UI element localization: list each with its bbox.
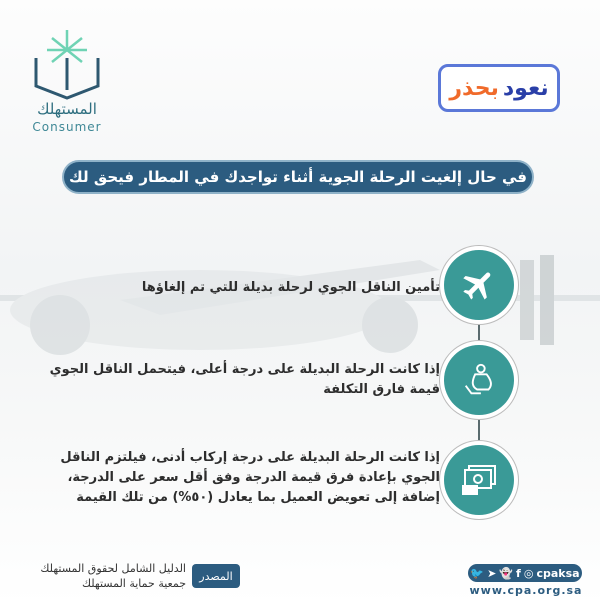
logo-arabic: المستهلك — [37, 100, 97, 118]
source-line-2: جمعية حماية المستهلك — [81, 577, 186, 590]
facebook-icon[interactable]: f — [516, 566, 521, 580]
list-item-3: إذا كانت الرحلة البديلة على درجة إركاب أدنى، فيلتزم الناقل الجوي بإعادة فرق قيمة الدرجة وفق أقل سعر على الدرجة، إضافة إلى تعويض العميل بما يعادل (٥٠%) من تلك القيمة — [60, 450, 440, 505]
airplane-icon — [444, 250, 514, 320]
social-handles[interactable] — [468, 564, 582, 582]
social-handle[interactable]: cpaksa — [536, 566, 580, 580]
snapchat-icon[interactable]: 👻 — [499, 566, 514, 580]
source-label: المصدر — [192, 564, 240, 588]
website-link[interactable]: www.cpa.org.sa — [469, 584, 583, 597]
money-bag-hand-icon — [444, 345, 514, 415]
consumer-logo — [22, 28, 112, 138]
list-item-1: تأمين الناقل الجوي لرحلة بديلة للتي تم إلغاؤها — [141, 280, 440, 295]
source-line-1: الدليل الشامل لحقوق المستهلك — [40, 562, 186, 575]
source-text — [20, 561, 186, 591]
page-title: في حال إلغيت الرحلة الجوية أثناء تواجدك في المطار فيحق لك — [62, 160, 534, 194]
logo-emblem-icon — [22, 28, 112, 100]
badge-word-2: بحذر — [449, 75, 499, 101]
campaign-badge — [438, 64, 560, 112]
instagram-icon[interactable]: ◎ — [523, 566, 534, 580]
telegram-icon[interactable]: ➤ — [487, 566, 497, 580]
logo-english: Consumer — [32, 120, 102, 134]
badge-word-1: نعود — [502, 75, 549, 101]
list-item-2: إذا كانت الرحلة البديلة على درجة أعلى، فيتحمل الناقل الجوي قيمة فارق التكلفة — [49, 362, 440, 397]
twitter-icon[interactable]: 🐦 — [470, 566, 485, 580]
cash-coins-icon — [444, 445, 514, 515]
